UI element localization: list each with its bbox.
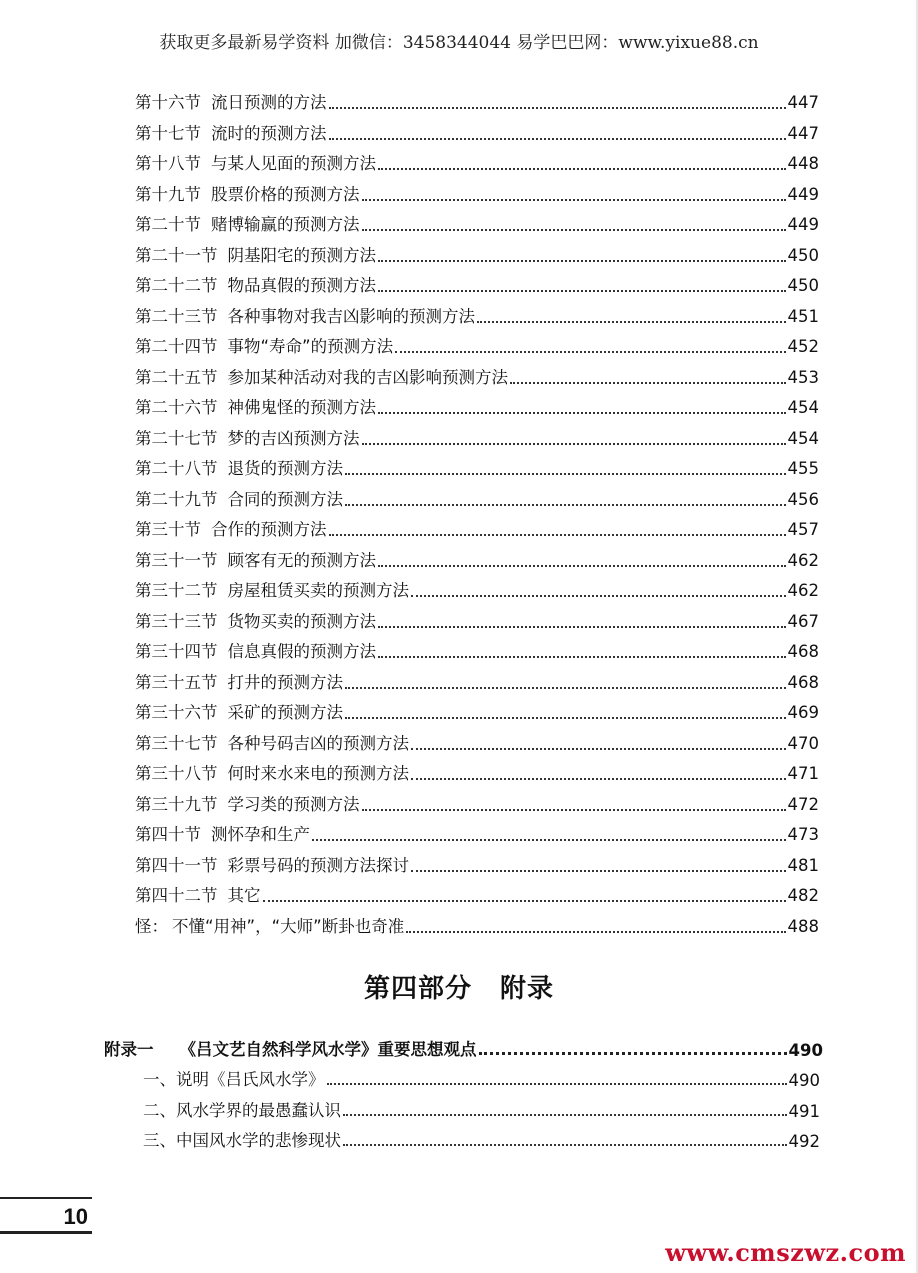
toc-row[interactable] xyxy=(135,332,819,358)
dot-leader xyxy=(345,687,786,689)
dot-leader xyxy=(378,260,786,262)
page-ref: 491 xyxy=(788,1101,820,1121)
section-number: 第二十五节 xyxy=(135,367,218,387)
section-title: 顾客有无的预测方法 xyxy=(227,550,376,570)
dot-leader xyxy=(362,809,786,811)
page-ref: 481 xyxy=(787,855,819,875)
toc-row[interactable] xyxy=(135,637,819,663)
dot-leader xyxy=(345,504,786,506)
section-number: 第二十四节 xyxy=(135,337,218,356)
dot-leader xyxy=(343,1144,787,1146)
section-title: 物品真假的预测方法 xyxy=(227,276,376,295)
dot-leader xyxy=(345,717,786,719)
page-ref: 449 xyxy=(787,184,819,204)
appendix-subitem[interactable] xyxy=(143,1064,820,1090)
section-number: 第三十三节 xyxy=(135,611,218,631)
dot-leader xyxy=(329,138,786,140)
section-title: 事物“寿命”的预测方法 xyxy=(227,337,394,356)
section-number: 第四十节 xyxy=(135,825,201,844)
page-ref: 451 xyxy=(787,306,819,326)
section-number: 第三十九节 xyxy=(135,794,218,814)
page-ref: 490 xyxy=(788,1071,820,1090)
dot-leader xyxy=(345,473,786,475)
page-ref: 468 xyxy=(787,672,819,692)
section-title: 货物买卖的预测方法 xyxy=(227,611,376,631)
dot-leader xyxy=(263,900,786,902)
dot-leader xyxy=(510,382,786,384)
dot-leader xyxy=(378,656,786,658)
page-ref: 490 xyxy=(788,1041,823,1060)
toc-row[interactable] xyxy=(135,424,819,450)
toc-row[interactable] xyxy=(135,820,819,846)
section-title: 其它 xyxy=(227,886,261,905)
toc-row[interactable] xyxy=(135,759,819,785)
toc-row[interactable] xyxy=(135,180,819,206)
section-title: 合同的预测方法 xyxy=(227,489,343,509)
toc-row[interactable] xyxy=(135,729,819,755)
dot-leader xyxy=(411,778,786,780)
section-number: 第二十二节 xyxy=(135,276,218,295)
page-ref: 468 xyxy=(787,642,819,661)
toc-row[interactable] xyxy=(135,668,819,694)
subitem-title: 三、中国风水学的悲惨现状 xyxy=(143,1131,341,1150)
page-ref: 449 xyxy=(787,215,819,234)
section-number: 第四十一节 xyxy=(135,855,218,875)
section-number: 怪： xyxy=(135,916,168,936)
toc-row[interactable] xyxy=(135,515,819,541)
section-number: 第十八节 xyxy=(135,154,201,173)
section-title: 打井的预测方法 xyxy=(227,672,343,692)
section-title: 退货的预测方法 xyxy=(227,459,343,478)
page-ref: 454 xyxy=(787,398,819,417)
dot-leader xyxy=(378,626,786,628)
dot-leader xyxy=(378,168,786,170)
section-number: 第二十一节 xyxy=(135,245,218,265)
section-title: 神佛鬼怪的预测方法 xyxy=(227,398,376,417)
page-ref: 447 xyxy=(787,123,819,143)
section-title: 信息真假的预测方法 xyxy=(227,642,376,661)
section-number: 第二十节 xyxy=(135,215,201,234)
page-ref: 473 xyxy=(787,825,819,844)
dot-leader xyxy=(327,1083,787,1085)
subitem-title: 二、风水学界的最愚蠢认识 xyxy=(143,1100,341,1120)
page-ref: 469 xyxy=(787,703,819,722)
toc-row[interactable] xyxy=(135,851,819,877)
section-title: 与某人见面的预测方法 xyxy=(211,154,376,173)
page-ref: 457 xyxy=(787,520,819,539)
page-ref: 492 xyxy=(788,1132,820,1151)
page-rule-top xyxy=(0,1197,92,1199)
dot-leader xyxy=(329,107,786,109)
toc-row[interactable] xyxy=(135,210,819,236)
page-ref: 453 xyxy=(787,367,819,387)
appendix-subitem[interactable] xyxy=(143,1125,820,1151)
page-ref: 462 xyxy=(787,550,819,570)
toc-row[interactable] xyxy=(135,393,819,419)
section-title: 房屋租赁买卖的预测方法 xyxy=(227,581,409,600)
section-number: 第二十三节 xyxy=(135,306,218,326)
section-number: 第二十八节 xyxy=(135,459,218,478)
toc-row[interactable] xyxy=(135,119,819,145)
page-ref: 482 xyxy=(787,886,819,905)
appendix-title: 《吕文艺自然科学风水学》重要思想观点 xyxy=(179,1040,477,1059)
page-ref: 471 xyxy=(787,764,819,783)
section-title: 各种事物对我吉凶影响的预测方法 xyxy=(227,306,475,326)
section-number: 第二十六节 xyxy=(135,398,218,417)
page-number: 10 xyxy=(63,1204,88,1229)
section-title: 采矿的预测方法 xyxy=(227,703,343,722)
page-ref: 454 xyxy=(787,428,819,448)
section-number: 第三十节 xyxy=(135,520,201,539)
dot-leader xyxy=(362,229,786,231)
toc-row[interactable] xyxy=(135,790,819,816)
section-number: 第二十九节 xyxy=(135,489,218,509)
dot-leader xyxy=(395,351,785,353)
section-number: 第十九节 xyxy=(135,184,201,204)
section-title: 测怀孕和生产 xyxy=(211,825,310,844)
dot-leader xyxy=(362,443,786,445)
toc-row[interactable] xyxy=(135,454,819,480)
page-ref: 456 xyxy=(787,489,819,509)
toc-row[interactable] xyxy=(135,149,819,175)
page-header: 获取更多最新易学资料 加微信：3458344044 易学巴巴网：www.yixue88.cn xyxy=(159,33,759,53)
section-title: 彩票号码的预测方法探讨 xyxy=(227,855,409,875)
dot-leader xyxy=(378,290,786,292)
section-title: 不懂“用神”，“大师”断卦也奇准 xyxy=(172,916,405,936)
section-number: 第二十七节 xyxy=(135,428,218,448)
site-watermark: www.cmszwz.com xyxy=(665,1238,906,1267)
section-title: 梦的吉凶预测方法 xyxy=(227,428,360,448)
dot-leader xyxy=(477,321,786,323)
dot-leader xyxy=(411,595,786,597)
section-title: 赌博输赢的预测方法 xyxy=(211,215,360,234)
page-rule-bottom xyxy=(0,1231,92,1234)
dot-leader xyxy=(411,748,786,750)
page-ref: 462 xyxy=(787,581,819,600)
page-ref: 470 xyxy=(787,733,819,753)
section-title: 合作的预测方法 xyxy=(211,520,327,539)
subitem-title: 一、说明《吕氏风水学》 xyxy=(143,1070,325,1089)
page-ref: 450 xyxy=(787,276,819,295)
toc-row[interactable] xyxy=(135,271,819,297)
toc-row[interactable] xyxy=(135,241,819,267)
page-ref: 450 xyxy=(787,245,819,265)
appendix-label: 附录一 xyxy=(104,1040,154,1059)
section-title: 何时来水来电的预测方法 xyxy=(227,764,409,783)
section-title: 各种号码吉凶的预测方法 xyxy=(227,733,409,753)
page-number-box xyxy=(0,1197,92,1237)
section-title: 阴基阳宅的预测方法 xyxy=(227,245,376,265)
dot-leader xyxy=(378,412,786,414)
part-title: 附录 xyxy=(500,974,555,1004)
toc-row[interactable] xyxy=(135,912,819,938)
section-title: 流日预测的方法 xyxy=(211,93,327,112)
dot-leader xyxy=(406,931,785,933)
dot-leader xyxy=(378,565,786,567)
appendix-entry[interactable] xyxy=(104,1034,823,1060)
page-ref: 455 xyxy=(787,459,819,478)
section-title: 股票价格的预测方法 xyxy=(211,184,360,204)
dot-leader xyxy=(312,839,786,841)
page-ref: 472 xyxy=(787,794,819,814)
dot-leader xyxy=(362,199,786,201)
page-ref: 447 xyxy=(787,93,819,112)
toc-row[interactable] xyxy=(135,88,819,114)
part-label: 第四部分 xyxy=(363,974,472,1004)
section-number: 第十七节 xyxy=(135,123,201,143)
section-number: 第三十八节 xyxy=(135,764,218,783)
appendix-subitem[interactable] xyxy=(143,1095,820,1121)
part-heading xyxy=(0,968,918,1005)
toc-row[interactable] xyxy=(135,881,819,907)
toc-row[interactable] xyxy=(135,485,819,511)
section-title: 学习类的预测方法 xyxy=(227,794,360,814)
toc-row[interactable] xyxy=(135,302,819,328)
section-number: 第三十五节 xyxy=(135,672,218,692)
toc-row[interactable] xyxy=(135,576,819,602)
dot-leader xyxy=(329,534,786,536)
toc-row[interactable] xyxy=(135,607,819,633)
section-number: 第十六节 xyxy=(135,93,201,112)
dot-leader xyxy=(479,1052,787,1055)
section-number: 第三十二节 xyxy=(135,581,218,600)
page-ref: 448 xyxy=(787,154,819,173)
section-number: 第三十一节 xyxy=(135,550,218,570)
toc-row[interactable] xyxy=(135,363,819,389)
section-number: 第三十六节 xyxy=(135,703,218,722)
toc-row[interactable] xyxy=(135,698,819,724)
page-ref: 467 xyxy=(787,611,819,631)
dot-leader xyxy=(411,870,786,872)
section-number: 第四十二节 xyxy=(135,886,218,905)
page-ref: 452 xyxy=(787,337,819,356)
section-title: 参加某种活动对我的吉凶影响预测方法 xyxy=(227,367,508,387)
dot-leader xyxy=(343,1114,787,1116)
page-ref: 488 xyxy=(787,916,819,936)
section-title: 流时的预测方法 xyxy=(211,123,327,143)
section-number: 第三十四节 xyxy=(135,642,218,661)
toc-row[interactable] xyxy=(135,546,819,572)
section-number: 第三十七节 xyxy=(135,733,218,753)
